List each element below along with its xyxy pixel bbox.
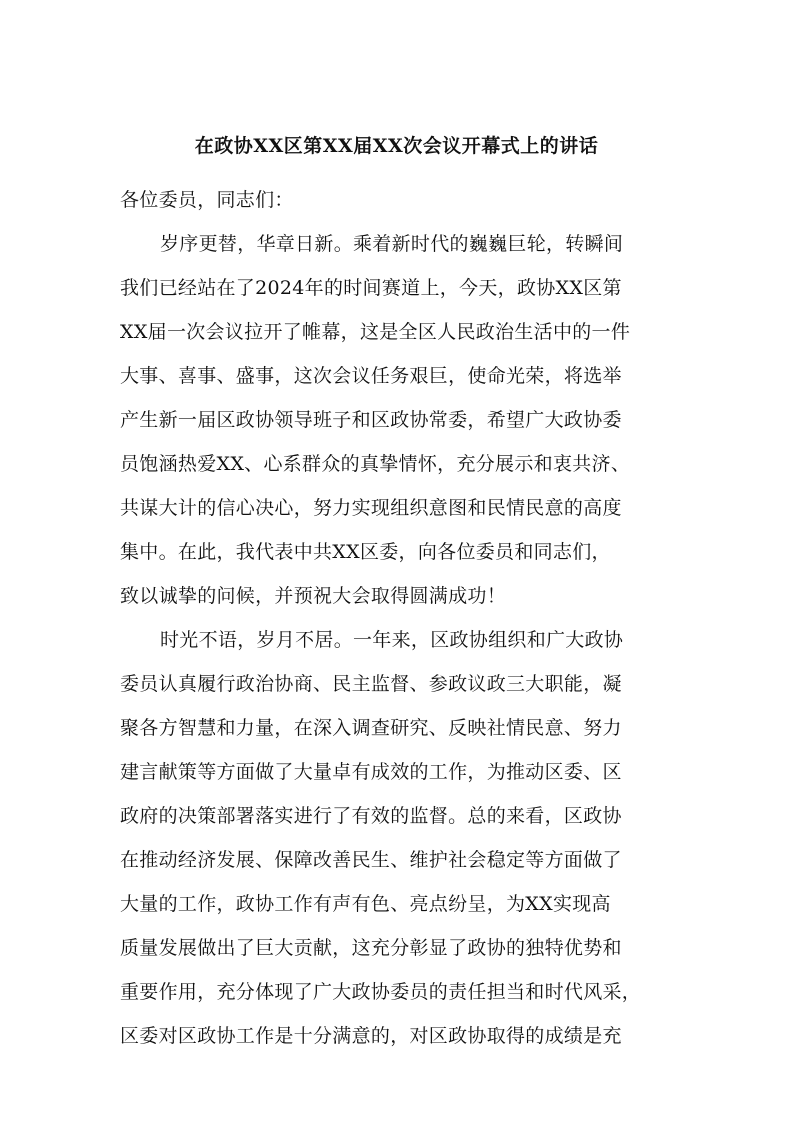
body-line: 产生新一届区政协领导班子和区政协常委，希望广大政协委 [120,409,622,431]
salutation-line: 各位委员，同志们： [120,189,294,211]
body-line: 委员认真履行政治协商、民主监督、参政议政三大职能，凝 [120,673,622,695]
body-line: 集中。在此，我代表中共XX区委，向各位委员和同志们， [120,541,611,563]
document-title: 在政协XX区第XX届XX次会议开幕式上的讲话 [194,135,599,157]
body-line: 致以诚挚的问候，并预祝大会取得圆满成功！ [120,585,507,607]
body-line: 员饱涵热爱XX、心系群众的真挚情怀，充分展示和衷共济、 [120,453,631,475]
body-line: 质量发展做出了巨大贡献，这充分彰显了政协的独特优势和 [120,937,622,959]
body-line: 建言献策等方面做了大量卓有成效的工作，为推动区委、区 [120,761,622,783]
body-line: 聚各方智慧和力量，在深入调查研究、反映社情民意、努力 [120,717,622,739]
body-line: 在推动经济发展、保障改善民生、维护社会稳定等方面做了 [120,849,622,871]
body-line: 我们已经站在了2024年的时间赛道上，今天，政协XX区第 [120,277,622,299]
body-line: 共谋大计的信心决心，努力实现组织意图和民情民意的高度 [120,497,622,519]
body-line: 重要作用，充分体现了广大政协委员的责任担当和时代风采， [120,981,642,1003]
body-line: 大事、喜事、盛事，这次会议任务艰巨，使命光荣，将选举 [120,365,622,387]
body-line: 岁序更替，华章日新。乘着新时代的巍巍巨轮，转瞬间 [160,233,624,255]
body-line: 政府的决策部署落实进行了有效的监督。总的来看，区政协 [120,805,622,827]
body-line: 时光不语，岁月不居。一年来，区政协组织和广大政协 [160,629,624,651]
body-line: XX届一次会议拉开了帷幕，这是全区人民政治生活中的一件 [120,321,631,343]
body-line: 区委对区政协工作是十分满意的，对区政协取得的成绩是充 [120,1025,622,1047]
body-line: 大量的工作，政协工作有声有色、亮点纷呈，为XX实现高 [120,893,611,915]
